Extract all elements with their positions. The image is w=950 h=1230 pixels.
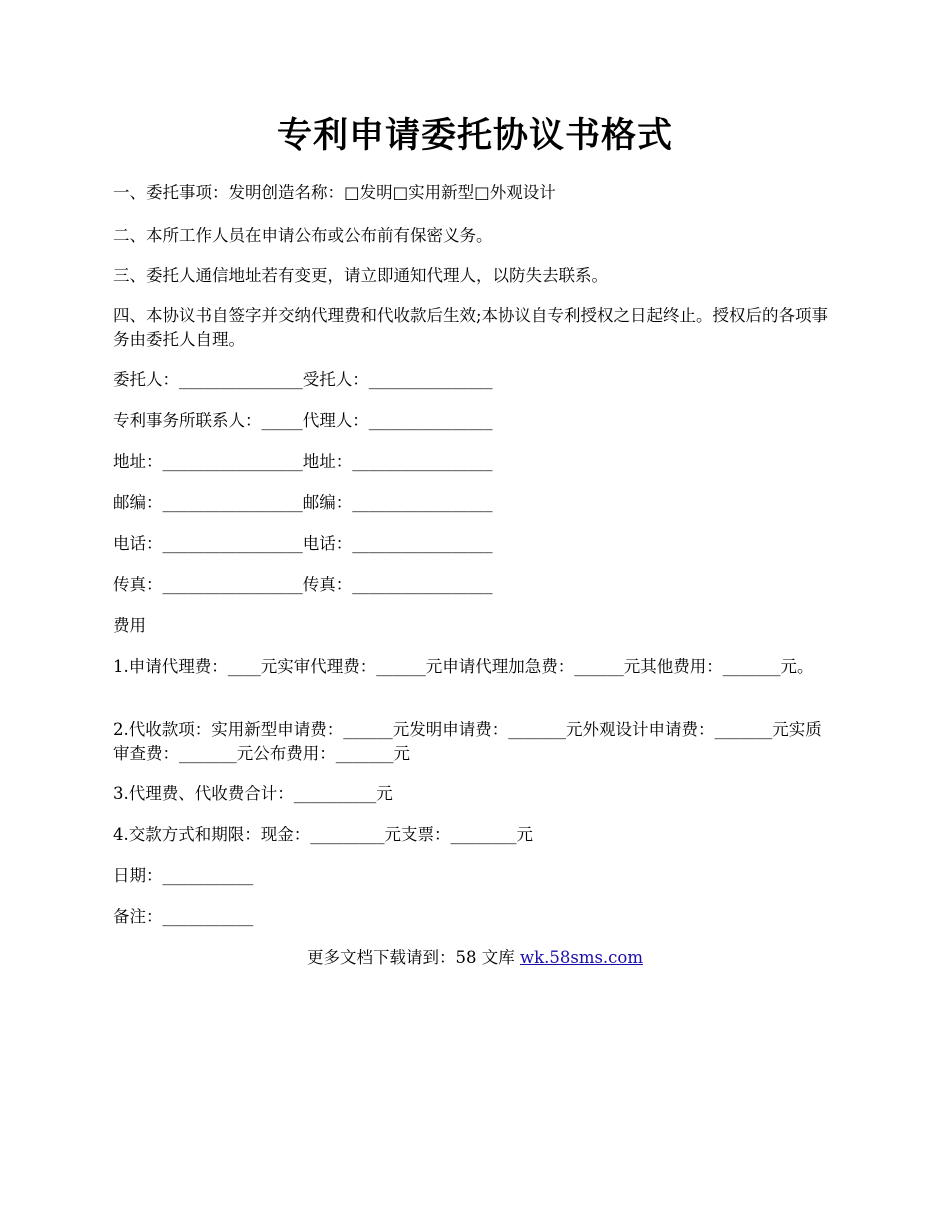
field-contact-agent: 专利事务所联系人：_____代理人：_______________ xyxy=(113,411,493,430)
paragraph-address-change: 三、委托人通信地址若有变更，请立即通知代理人，以防失去联系。 xyxy=(113,266,608,285)
section-heading-fees: 费用 xyxy=(113,616,146,635)
document-title: 专利申请委托协议书格式 xyxy=(276,115,673,156)
paragraph-entrusted-matters: 一、委托事项：发明创造名称：□发明□实用新型□外观设计 xyxy=(113,183,556,202)
field-address: 地址：_________________地址：_________________ xyxy=(113,452,493,471)
paragraph-fees-total: 3.代理费、代收费合计：__________元 xyxy=(113,784,393,803)
field-fax: 传真：_________________传真：_________________ xyxy=(113,575,493,594)
field-remarks: 备注：___________ xyxy=(113,907,254,926)
footer-link[interactable]: wk.58sms.com xyxy=(519,948,643,967)
field-date: 日期：___________ xyxy=(113,866,254,885)
field-postcode: 邮编：_________________邮编：_________________ xyxy=(113,493,493,512)
paragraph-collected-fees: 2.代收款项：实用新型申请费：______元发明申请费：_______元外观设计申请费：_______元实质审查费：_______元公布费用：_______元 xyxy=(113,720,822,763)
paragraph-effective-term: 四、本协议书自签字并交纳代理费和代收款后生效;本协议自专利授权之日起终止。授权后的各项事务由委托人自理。 xyxy=(113,306,829,349)
field-client-trustee: 委托人：_______________受托人：_______________ xyxy=(113,370,493,389)
paragraph-agency-fees: 1.申请代理费：____元实审代理费：______元申请代理加急费：______元其他费用：_______元。 xyxy=(113,657,814,676)
paragraph-payment-method: 4.交款方式和期限：现金：_________元支票：________元 xyxy=(113,825,533,844)
field-phone: 电话：_________________电话：_________________ xyxy=(113,534,493,553)
footer-download-note xyxy=(113,946,837,970)
paragraph-confidentiality: 二、本所工作人员在申请公布或公布前有保密义务。 xyxy=(113,226,493,245)
footer-text: 更多文档下载请到：58 文库 xyxy=(306,948,520,967)
